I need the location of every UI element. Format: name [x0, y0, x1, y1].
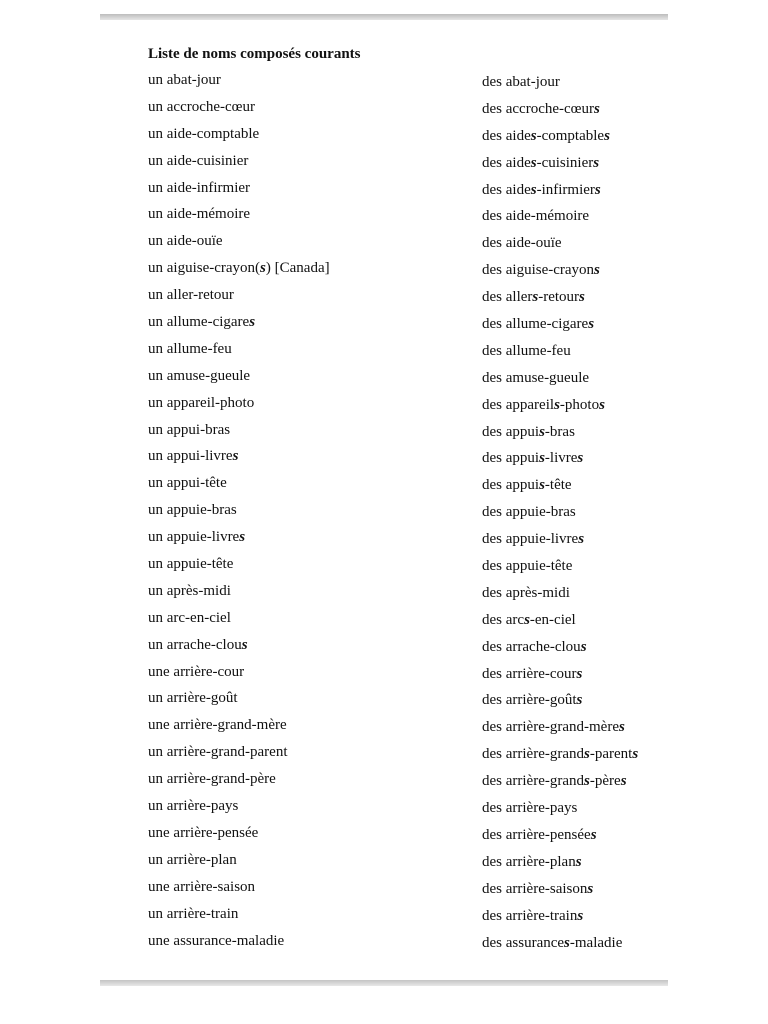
word-text: un accroche-cœur [148, 98, 256, 115]
word-text: -comptable [536, 127, 605, 144]
singular-form [148, 659, 244, 686]
word-text: un abat-jour [148, 72, 221, 88]
word-text: un allume-feu [148, 340, 232, 357]
plural-form [482, 930, 622, 957]
word-text: un appareil-photo [148, 394, 255, 411]
word-text: -photo [559, 396, 600, 413]
list-item [0, 901, 768, 928]
word-text: un aide-comptable [148, 125, 260, 142]
plural-marker: s [579, 289, 585, 306]
plural-form [482, 419, 575, 446]
list-item [0, 282, 768, 309]
word-text: un arrière-pays [148, 798, 239, 815]
word-text: un arc-en-ciel [148, 609, 231, 626]
list-item [0, 524, 768, 551]
plural-marker: s [577, 450, 584, 467]
plural-form [482, 903, 583, 930]
word-text: un aller-retour [148, 287, 234, 304]
plural-marker: s [593, 154, 600, 171]
plural-form [482, 338, 571, 365]
list-item [0, 255, 768, 282]
plural-marker: s [524, 611, 530, 628]
word-text: des appuie-bras [482, 504, 576, 521]
plural-form [482, 634, 587, 661]
word-text: un après-midi [148, 582, 231, 599]
plural-marker: s [241, 636, 248, 653]
plural-marker: s [575, 853, 582, 870]
page-title: Liste de noms composés courants [148, 46, 361, 62]
plural-marker: s [576, 665, 583, 682]
word-text: -tête [544, 477, 572, 494]
list-item [0, 470, 768, 497]
plural-marker: s [578, 531, 585, 548]
plural-form [482, 96, 600, 123]
plural-marker: s [539, 423, 545, 440]
plural-form [482, 741, 638, 768]
word-text: des aller [482, 289, 533, 306]
list-item [0, 67, 768, 94]
plural-marker: s [530, 181, 537, 198]
word-text: un aiguise-crayon( [148, 260, 261, 277]
list-item [0, 847, 768, 874]
word-text: -livre [544, 450, 578, 467]
word-text: des allume-cigare [482, 316, 589, 333]
singular-form [148, 201, 250, 228]
word-text: un appui-tête [148, 475, 227, 492]
singular-form [148, 121, 259, 148]
word-text: des arrière-plan [482, 853, 576, 870]
singular-form [148, 148, 248, 175]
plural-form [482, 392, 605, 419]
singular-form [148, 390, 254, 417]
word-text: des arrière-goût [482, 692, 577, 709]
singular-form [148, 175, 250, 202]
word-text: un arrière-grand-parent [148, 744, 288, 761]
plural-form [482, 472, 572, 499]
word-text: un arrache-clou [148, 636, 242, 653]
singular-form [148, 67, 221, 94]
word-text: des appuie-tête [482, 558, 573, 575]
word-text: ) [Canada] [265, 260, 330, 277]
list-item [0, 928, 768, 955]
plural-marker: s [580, 638, 587, 655]
noun-list [0, 67, 768, 954]
list-item [0, 363, 768, 390]
singular-form [148, 793, 238, 820]
singular-form [148, 847, 237, 874]
plural-form [482, 876, 593, 903]
word-text: -bras [544, 423, 575, 440]
singular-form [148, 605, 231, 632]
plural-marker: s [584, 746, 590, 763]
plural-form [482, 230, 562, 257]
word-text: une arrière-pensée [148, 824, 259, 841]
word-text: un appuie-tête [148, 556, 234, 573]
plural-marker: s [576, 692, 583, 709]
plural-marker: s [539, 450, 545, 467]
word-text: des appui [482, 450, 540, 467]
word-text: des aiguise-crayon [482, 262, 595, 279]
word-text: des allume-feu [482, 342, 571, 359]
singular-form [148, 766, 276, 793]
plural-form [482, 150, 599, 177]
word-text: -maladie [569, 934, 623, 951]
plural-marker: s [239, 529, 246, 546]
plural-marker: s [588, 316, 595, 333]
list-item [0, 309, 768, 336]
word-text: une arrière-grand-mère [148, 717, 287, 734]
singular-form [148, 255, 330, 282]
plural-marker: s [594, 181, 601, 198]
singular-form [148, 739, 288, 766]
word-text: des assurance [482, 934, 565, 951]
word-text: un aide-mémoire [148, 206, 251, 223]
plural-marker: s [587, 880, 594, 897]
list-item [0, 336, 768, 363]
word-text: des arrache-clou [482, 638, 581, 655]
word-text: un aide-cuisinier [148, 152, 249, 169]
word-text: des arrière-train [482, 907, 578, 924]
word-text: un appuie-livre [148, 529, 240, 546]
list-item [0, 578, 768, 605]
singular-form [148, 578, 231, 605]
word-text: des arrière-grand-mère [482, 719, 619, 736]
list-item [0, 874, 768, 901]
word-text: -parent [589, 746, 633, 763]
singular-form [148, 417, 230, 444]
plural-marker: s [599, 396, 605, 413]
list-item [0, 94, 768, 121]
word-text: un amuse-gueule [148, 367, 251, 384]
word-text: des appui [482, 423, 540, 440]
list-item [0, 417, 768, 444]
singular-form [148, 632, 248, 659]
plural-marker: s [619, 719, 625, 736]
list-item [0, 793, 768, 820]
singular-form [148, 94, 255, 121]
list-item [0, 766, 768, 793]
list-item [0, 632, 768, 659]
singular-form [148, 551, 233, 578]
plural-marker: s [604, 127, 610, 144]
word-text: un arrière-goût [148, 690, 238, 707]
plural-form [482, 445, 583, 472]
list-item [0, 228, 768, 255]
plural-marker: s [530, 154, 537, 171]
word-text: des abat-jour [482, 74, 560, 90]
list-item [0, 659, 768, 686]
word-text: des arrière-pensée [482, 826, 591, 843]
word-text: -retour [538, 289, 580, 306]
singular-form [148, 443, 238, 470]
word-text: -cuisinier [536, 154, 594, 171]
word-text: des aide [482, 154, 531, 171]
singular-form [148, 336, 232, 363]
plural-marker: s [584, 773, 590, 790]
plural-form [482, 714, 625, 741]
list-item [0, 175, 768, 202]
word-text: un appui-livre [148, 448, 233, 465]
plural-marker: s [594, 100, 600, 117]
word-text: des amuse-gueule [482, 369, 590, 386]
list-item [0, 497, 768, 524]
word-text: des accroche-cœur [482, 100, 595, 117]
word-text: des arrière-grand [482, 746, 585, 763]
plural-marker: s [590, 826, 597, 843]
singular-form [148, 874, 255, 901]
plural-marker: s [249, 314, 256, 331]
word-text: une assurance-maladie [148, 932, 285, 949]
word-text: des arc [482, 611, 525, 628]
word-text: des aide [482, 181, 531, 198]
singular-form [148, 282, 234, 309]
plural-marker: s [232, 448, 239, 465]
plural-form [482, 365, 589, 392]
plural-form [482, 284, 585, 311]
singular-form [148, 470, 227, 497]
plural-marker: s [577, 907, 584, 924]
word-text: des appareil [482, 396, 555, 413]
singular-form [148, 928, 284, 955]
singular-form [148, 901, 238, 928]
plural-form [482, 822, 597, 849]
word-text: -infirmier [536, 181, 595, 198]
plural-marker: s [532, 289, 539, 306]
list-item [0, 739, 768, 766]
word-text: des aide-ouïe [482, 235, 562, 252]
list-item [0, 605, 768, 632]
singular-form [148, 228, 223, 255]
plural-form [482, 257, 600, 284]
plural-form [482, 795, 577, 822]
word-text: des arrière-saison [482, 880, 588, 897]
plural-form [482, 607, 576, 634]
singular-form [148, 712, 287, 739]
word-text: un appui-bras [148, 421, 231, 438]
singular-form [148, 820, 258, 847]
word-text: des aide [482, 127, 531, 144]
list-item [0, 201, 768, 228]
word-text: des appuie-livre [482, 531, 579, 548]
word-text: des appui [482, 477, 540, 494]
list-item [0, 148, 768, 175]
list-item [0, 820, 768, 847]
word-text: des arrière-grand [482, 773, 585, 790]
plural-form [482, 69, 560, 96]
plural-form [482, 499, 576, 526]
plural-marker: s [260, 260, 266, 277]
singular-form [148, 524, 245, 551]
bottom-rule [100, 980, 668, 986]
plural-form [482, 123, 610, 150]
singular-form [148, 363, 250, 390]
word-text: des arrière-pays [482, 800, 578, 817]
singular-form [148, 309, 255, 336]
list-item [0, 712, 768, 739]
word-text: des arrière-cour [482, 665, 577, 682]
word-text: une arrière-cour [148, 663, 245, 680]
plural-marker: s [594, 262, 600, 279]
word-text: des après-midi [482, 584, 570, 601]
list-item [0, 443, 768, 470]
plural-form [482, 849, 582, 876]
plural-form [482, 526, 584, 553]
plural-marker: s [539, 477, 545, 494]
plural-form [482, 553, 572, 580]
word-text: des aide-mémoire [482, 208, 590, 225]
word-text: un arrière-train [148, 905, 239, 922]
plural-marker: s [530, 127, 537, 144]
word-text: une arrière-saison [148, 878, 256, 895]
plural-form [482, 580, 570, 607]
list-item [0, 551, 768, 578]
plural-form [482, 177, 601, 204]
plural-form [482, 661, 582, 688]
singular-form [148, 685, 238, 712]
word-text: un arrière-grand-père [148, 771, 276, 788]
plural-marker: s [632, 746, 639, 763]
word-text: un appuie-bras [148, 502, 237, 519]
word-text: -en-ciel [529, 611, 576, 628]
plural-form [482, 311, 594, 338]
word-text: -père [589, 773, 621, 790]
top-rule [100, 14, 668, 20]
plural-marker: s [564, 934, 570, 951]
word-text: un allume-cigare [148, 314, 250, 331]
plural-form [482, 203, 589, 230]
singular-form [148, 497, 237, 524]
word-text: un arrière-plan [148, 851, 237, 868]
plural-form [482, 687, 582, 714]
plural-marker: s [620, 773, 627, 790]
word-text: un aide-ouïe [148, 233, 223, 250]
plural-form [482, 768, 627, 795]
list-item [0, 685, 768, 712]
plural-marker: s [554, 396, 560, 413]
list-item [0, 390, 768, 417]
list-item [0, 121, 768, 148]
word-text: un aide-infirmier [148, 179, 251, 196]
